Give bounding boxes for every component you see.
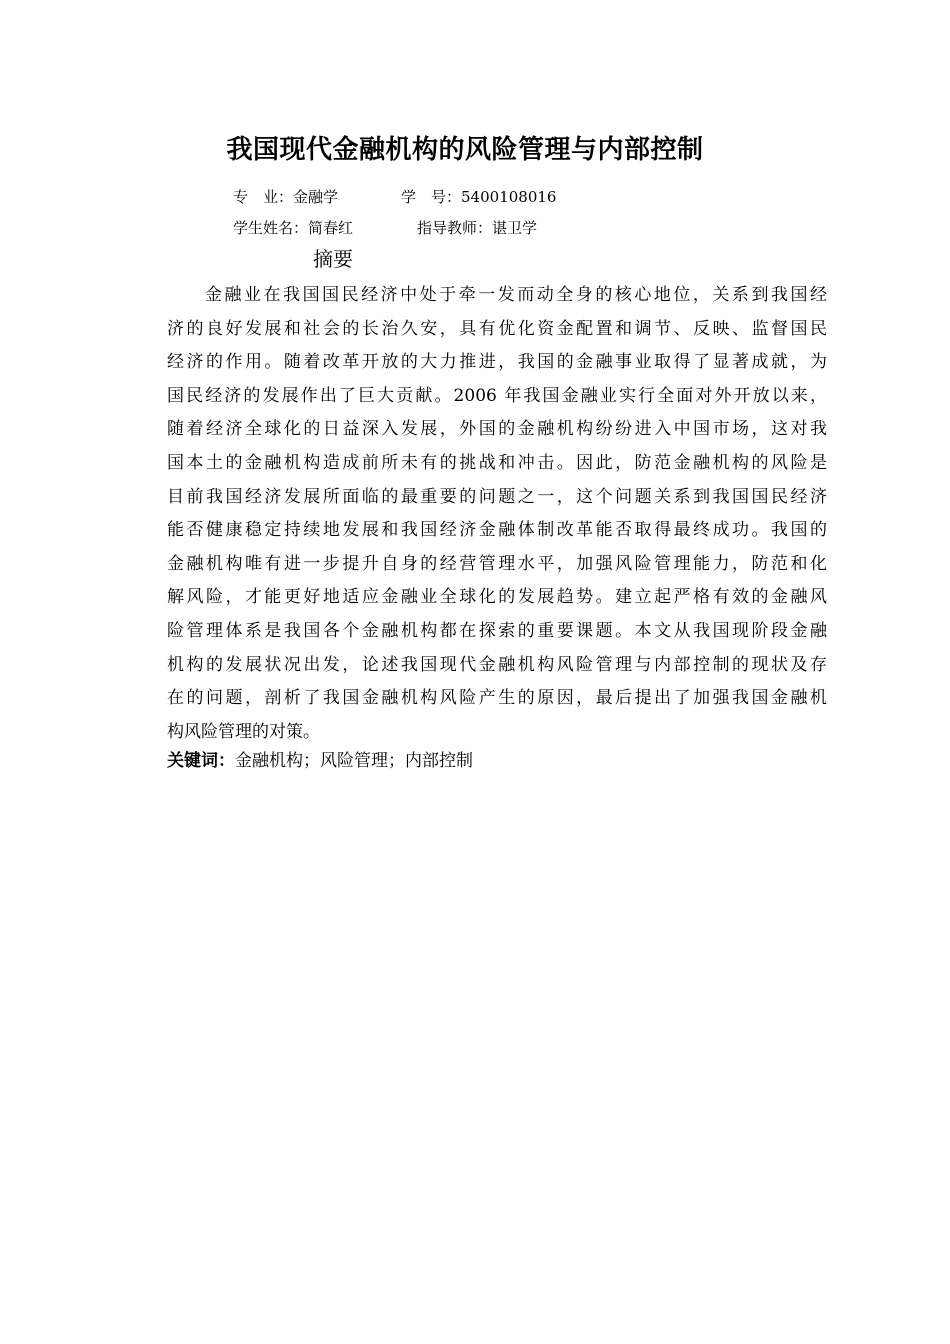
abstract-line: 国民经济的发展作出了巨大贡献。2006 年我国金融业实行全面对外开放以来， <box>167 385 827 406</box>
meta-row-advisor <box>417 217 537 239</box>
abstract-line: 目前我国经济发展所面临的最重要的问题之一，这个问题关系到我国国民经济 <box>167 486 827 507</box>
student-id-value: 5400108016 <box>461 188 557 206</box>
abstract-line: 机构的发展状况出发，论述我国现代金融机构风险管理与内部控制的现状及存 <box>167 654 827 675</box>
student-name-label: 学生姓名： <box>233 219 309 237</box>
abstract-line: 济的良好发展和社会的长治久安，具有优化资金配置和调节、反映、监督国民 <box>167 318 827 339</box>
meta-row-student-name <box>233 217 353 239</box>
student-name-value: 简春红 <box>308 219 354 237</box>
keywords-row <box>167 747 473 775</box>
meta-row-major <box>233 186 338 208</box>
major-label: 专 业： <box>233 188 294 206</box>
keywords-label: 关键词： <box>167 751 235 771</box>
abstract-line: 在的问题，剖析了我国金融机构风险产生的原因，最后提出了加强我国金融机 <box>167 688 827 709</box>
abstract-line: 能否健康稳定持续地发展和我国经济金融体制改革能否取得最终成功。我国的 <box>167 520 827 541</box>
student-id-label: 学 号： <box>401 188 462 206</box>
document-title: 我国现代金融机构的风险管理与内部控制 <box>226 135 704 165</box>
abstract-line: 经济的作用。随着改革开放的大力推进，我国的金融事业取得了显著成就，为 <box>167 352 827 373</box>
abstract-line: 解风险，才能更好地适应金融业全球化的发展趋势。建立起严格有效的金融风 <box>167 587 827 608</box>
abstract-heading: 摘要 <box>313 247 353 271</box>
major-value: 金融学 <box>293 188 339 206</box>
abstract-line: 金融机构唯有进一步提升自身的经营管理水平，加强风险管理能力，防范和化 <box>167 553 827 574</box>
abstract-line: 构风险管理的对策。 <box>167 721 320 742</box>
abstract-line: 金融业在我国国民经济中处于牵一发而动全身的核心地位，关系到我国经 <box>205 285 827 305</box>
advisor-value: 谌卫学 <box>492 219 538 237</box>
advisor-label: 指导教师： <box>417 219 493 237</box>
abstract-body <box>167 279 827 749</box>
meta-row-student-id <box>401 186 556 208</box>
abstract-line: 随着经济全球化的日益深入发展，外国的金融机构纷纷进入中国市场，这对我 <box>167 419 827 440</box>
abstract-line: 险管理体系是我国各个金融机构都在探索的重要课题。本文从我国现阶段金融 <box>167 620 827 641</box>
abstract-line: 国本土的金融机构造成前所未有的挑战和冲击。因此，防范金融机构的风险是 <box>167 452 827 473</box>
keywords-value: 金融机构；风险管理；内部控制 <box>235 751 473 771</box>
